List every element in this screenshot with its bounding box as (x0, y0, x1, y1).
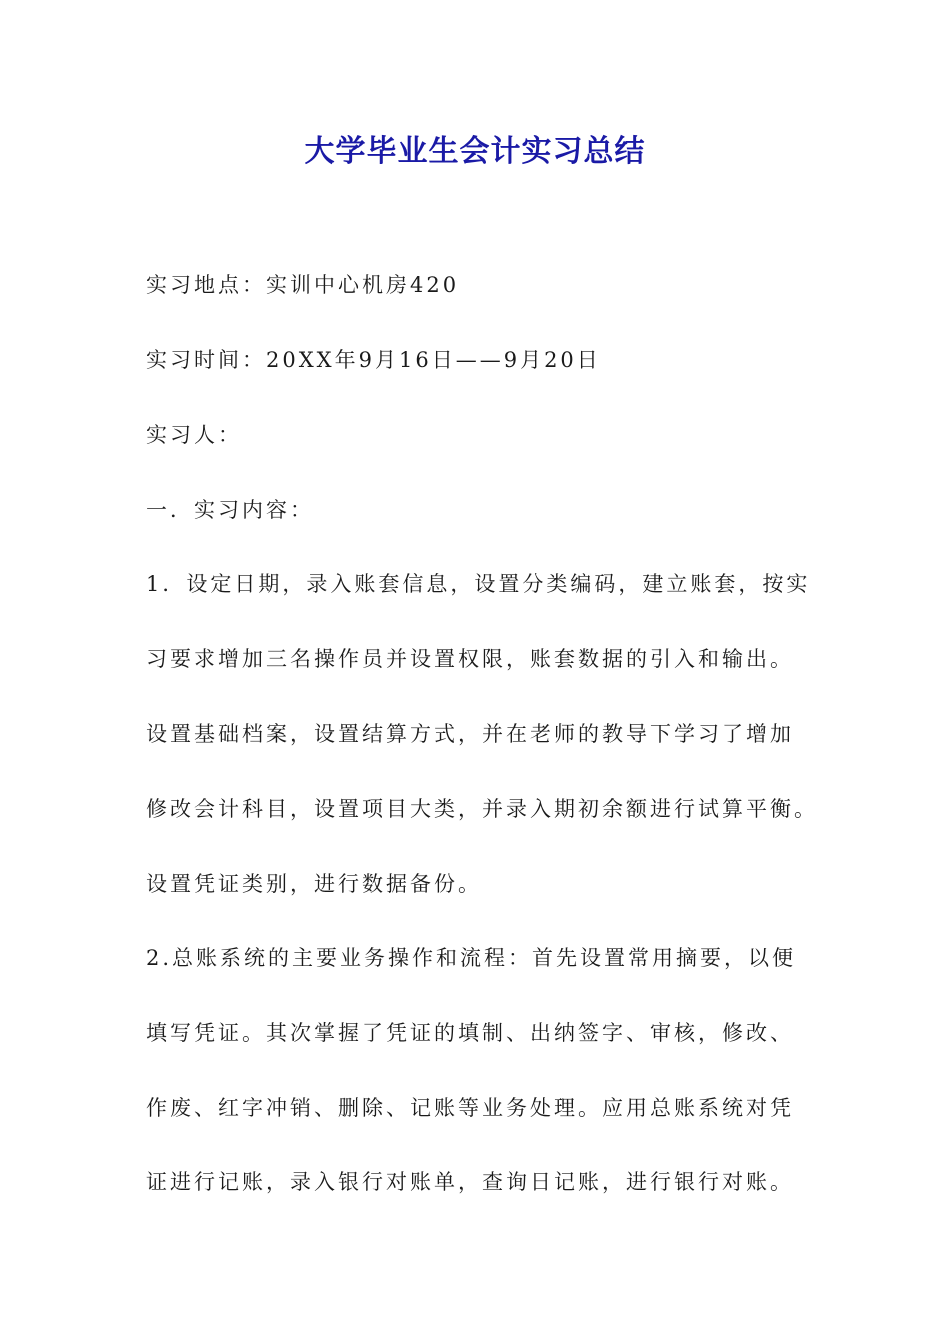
body-line: 1．设定日期，录入账套信息，设置分类编码，建立账套，按实 (146, 572, 811, 596)
body-line: 证进行记账，录入银行对账单，查询日记账，进行银行对账。 (146, 1170, 794, 1194)
internship-time: 实习时间：20XX年9月16日——9月20日 (146, 348, 601, 372)
body-line: 作废、红字冲销、删除、记账等业务处理。应用总账系统对凭 (146, 1096, 794, 1120)
intern-name: 实习人： (146, 423, 242, 447)
body-line: 修改会计科目，设置项目大类，并录入期初余额进行试算平衡。 (146, 797, 818, 821)
section-heading: 一．实习内容： (146, 498, 314, 522)
body-line: 2.总账系统的主要业务操作和流程：首先设置常用摘要，以便 (146, 946, 797, 970)
document-title: 大学毕业生会计实习总结 (304, 134, 646, 169)
body-line: 填写凭证。其次掌握了凭证的填制、出纳签字、审核，修改、 (146, 1021, 794, 1045)
body-line: 设置基础档案，设置结算方式，并在老师的教导下学习了增加 (146, 722, 794, 746)
internship-location: 实习地点：实训中心机房420 (146, 273, 460, 297)
body-line: 设置凭证类别，进行数据备份。 (146, 872, 482, 896)
body-line: 习要求增加三名操作员并设置权限，账套数据的引入和输出。 (146, 647, 794, 671)
